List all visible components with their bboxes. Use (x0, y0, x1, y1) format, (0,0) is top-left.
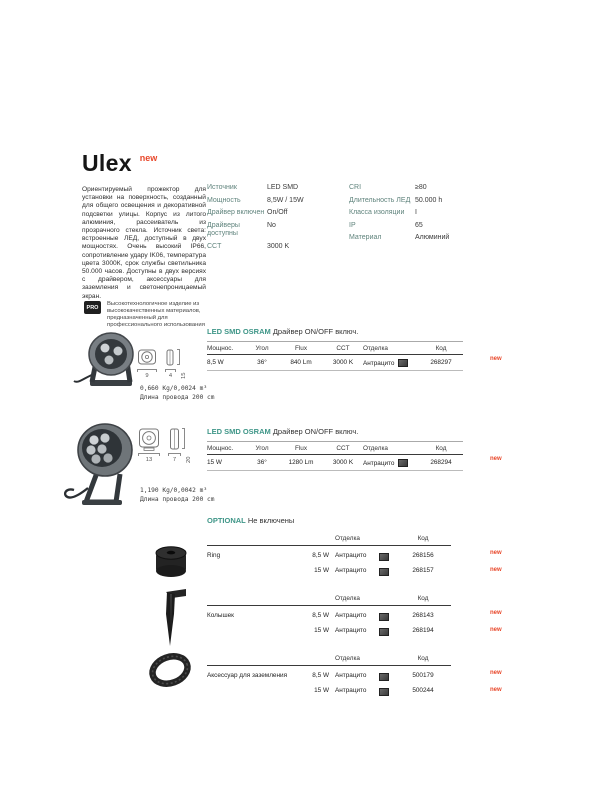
cable-length: Длина провода 200 cm (140, 495, 215, 503)
cell-finish: Антрацито (335, 672, 367, 679)
finish-swatch (398, 359, 408, 367)
spec-column-right (349, 184, 481, 251)
spec-row: Драйверы доступны No (207, 221, 276, 237)
cell-finish: Антрацито (363, 355, 419, 371)
spec-row: IP 65 (349, 221, 423, 229)
new-tag: new (490, 356, 502, 362)
cell-finish: Антрацито (335, 687, 367, 694)
cell-code: 268157 (412, 567, 434, 574)
optional-table-2 (207, 593, 507, 636)
spec-row: Класса изоляции I (349, 209, 417, 216)
pro-note-text: Высокотехнологичное изделие из высококачественных материалов, предназначенный для профессионального использования (107, 301, 205, 328)
spec-column-left (207, 184, 333, 251)
data-grid: Отделка Код Ring 8,5 W Антрацито 268156 15 W Антрацито 268157 (207, 533, 463, 576)
finish-swatch (379, 621, 395, 636)
spec-row: CCT 3000 K (207, 242, 290, 250)
cell-finish: Антрацито (335, 552, 367, 559)
new-tag: new (490, 567, 502, 573)
finish-swatch (379, 546, 395, 561)
dimension-icons (137, 349, 187, 379)
data-grid: Мощнос. Угол Flux CCT Отделка Код 8,5 W 36° 840 Lm 3000 K Антрацито 268297 (207, 341, 463, 371)
dim-width: 9 (145, 373, 149, 379)
finish-swatch (379, 561, 395, 576)
driver-note: Драйвер ON/OFF включ. (272, 427, 359, 436)
finish-swatch (379, 681, 395, 696)
optional-table-3 (207, 653, 507, 696)
cell-angle: 36° (245, 455, 279, 471)
optional-table-1 (207, 533, 507, 576)
product-photo-large (58, 418, 148, 506)
accessory-photo-ground-wire (146, 648, 194, 692)
cell-finish: Антрацито (335, 567, 367, 574)
data-grid: Отделка Код Аксессуар для заземления 8,5 W Антрацито 500179 15 W Антрацито 500244 (207, 653, 463, 696)
product-description: Ориентируемый прожектор для установки на поверхность, созданный для общего освещения и декоративной подсветки улицы. Корпус из литого алюминия, рассеиватель из прозрачного стекла. Источник света: встроенные ЛЕД, доступный в двух мощностях. Очень высокий IP66, сопротивление удару IK06, температура цвета 3000К, срок службы светильника 50.000 часов. Доступны в двух версиях с драйвером, аксессуары для заземления и светонепроницаемый экран. (82, 186, 206, 300)
optional-subtitle: Не включены (247, 516, 295, 525)
new-tag: new (490, 627, 502, 633)
optional-title: OPTIONAL (207, 516, 246, 525)
cell-power: 8,5 W (207, 355, 245, 371)
side-view-icon (168, 428, 192, 463)
cell-cct: 3000 K (323, 355, 363, 371)
cell-power: 15 W (314, 567, 329, 574)
new-tag: new (490, 456, 502, 462)
dim-width: 13 (145, 457, 153, 463)
cell-finish: Антрацито (363, 455, 419, 471)
cell-code: 268294 (419, 455, 463, 471)
pro-icon: PRO (84, 301, 101, 314)
cell-flux: 840 Lm (279, 355, 323, 371)
finish-swatch (379, 606, 395, 621)
series-label: LED SMD OSRAM (207, 427, 271, 436)
driver-note: Драйвер ON/OFF включ. (272, 327, 359, 336)
accessory-label: Колышек (207, 612, 234, 619)
cell-finish: Антрацито (335, 627, 367, 634)
cell-power: 15 W (314, 687, 329, 694)
dim-height: 20 (186, 456, 192, 463)
cell-finish: Антрацито (335, 612, 367, 619)
spec-row: Мощность 8,5W / 15W (207, 196, 304, 204)
data-grid: Мощнос. Угол Flux CCT Отделка Код 15 W 36° 1280 Lm 3000 K Антрацито 268294 (207, 441, 463, 471)
optional-header (207, 516, 294, 525)
spec-table (207, 184, 481, 251)
new-tag: new (490, 610, 502, 616)
dim-depth: 7 (172, 457, 177, 463)
weight-info (140, 385, 215, 402)
new-tag: new (490, 550, 502, 556)
cell-power: 8,5 W (312, 672, 329, 679)
page-title: Ulex (82, 150, 132, 176)
dim-height: 15 (181, 372, 187, 379)
product-photo-small (72, 330, 144, 394)
side-view-icon (165, 349, 187, 379)
cell-power: 15 W (314, 627, 329, 634)
finish-swatch (398, 459, 408, 467)
cell-angle: 36° (245, 355, 279, 371)
page-header (82, 150, 157, 177)
cell-code: 500244 (412, 687, 434, 694)
cell-power: 15 W (207, 455, 245, 471)
spec-row: Драйвер включен On/Off (207, 209, 288, 216)
spec-row: Источник LED SMD (207, 184, 299, 191)
front-view-icon (138, 428, 160, 463)
dim-depth: 4 (168, 373, 173, 379)
pro-note (84, 301, 217, 329)
cell-flux: 1280 Lm (279, 455, 323, 471)
accessory-photo-stake (158, 588, 190, 650)
accessory-photo-ring (153, 543, 189, 581)
product-table-1 (207, 327, 507, 371)
product-table-2 (207, 427, 507, 471)
cell-code: 268143 (412, 612, 434, 619)
cable-length: Длина провода 200 cm (140, 393, 215, 401)
spec-row: CRI ≥80 (349, 184, 427, 191)
data-grid: Отделка Код Колышек 8,5 W Антрацито 268143 15 W Антрацито 268194 (207, 593, 463, 636)
cell-power: 8,5 W (312, 612, 329, 619)
cell-code: 268156 (412, 552, 434, 559)
finish-swatch (379, 666, 395, 681)
table-header (207, 427, 507, 436)
cell-code: 268297 (419, 355, 463, 371)
accessory-label: Ring (207, 552, 221, 559)
dimension-icons (138, 428, 192, 463)
new-tag: new (490, 670, 502, 676)
measure-line (137, 369, 157, 372)
front-view-icon (137, 349, 157, 379)
accessory-label: Аксессуар для заземления (207, 672, 288, 679)
table-header (207, 327, 507, 336)
spec-row: Длительность ЛЕД 50.000 h (349, 196, 443, 204)
new-badge: new (139, 153, 158, 163)
cell-code: 268194 (412, 627, 434, 634)
cell-code: 500179 (412, 672, 434, 679)
weight-value: 0,660 Kg/0,0024 m³ (140, 385, 208, 392)
spec-row: Материал Алюминий (349, 234, 450, 241)
series-label: LED SMD OSRAM (207, 327, 271, 336)
weight-info (140, 487, 215, 504)
cell-power: 8,5 W (312, 552, 329, 559)
weight-value: 1,190 Kg/0,0042 m³ (140, 487, 208, 494)
new-tag: new (490, 687, 502, 693)
cell-cct: 3000 K (323, 455, 363, 471)
